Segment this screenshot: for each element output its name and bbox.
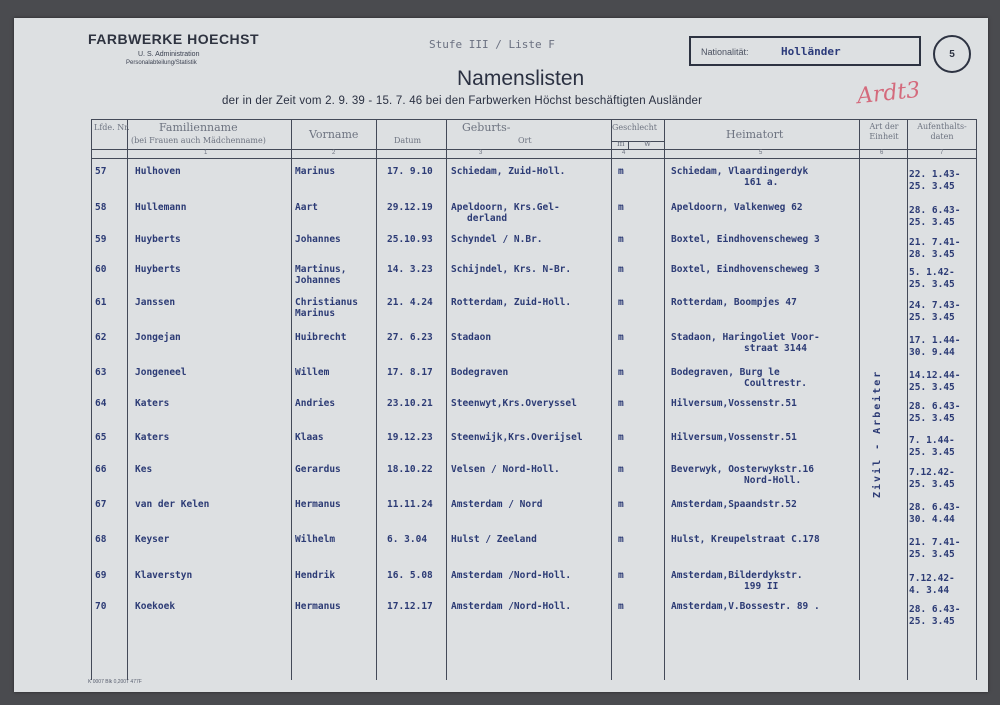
column-number: 2 — [332, 150, 336, 156]
row-stay-from: 7.12.42- — [909, 467, 955, 478]
header-sex: Geschlecht — [612, 123, 658, 132]
row-home-2: Coultrestr. — [744, 378, 807, 389]
column-divider — [376, 119, 377, 680]
header-sex-w: w — [644, 139, 651, 148]
row-stay-to: 30. 9.44 — [909, 347, 955, 358]
row-birth-date: 17. 8.17 — [387, 367, 433, 378]
row-first-name: Marinus — [295, 166, 336, 177]
row-stay-to: 25. 3.45 — [909, 217, 955, 228]
row-birth-place: Rotterdam, Zuid-Holl. — [451, 297, 572, 308]
row-stay-to: 25. 3.45 — [909, 549, 955, 560]
nationality-box — [689, 36, 921, 66]
row-first-name: Martinus, — [295, 264, 347, 275]
header-birth-date: Datum — [394, 136, 422, 145]
row-birth-date: 16. 5.08 — [387, 570, 433, 581]
row-first-name: Aart — [295, 202, 318, 213]
header-birth-place: Ort — [518, 136, 532, 145]
print-code: K 0007 Blk 0,200T 477F — [88, 679, 142, 685]
row-number: 63 — [95, 367, 107, 378]
row-first-name: Andries — [295, 398, 336, 409]
row-sex: m — [618, 570, 624, 581]
row-stay-to: 30. 4.44 — [909, 514, 955, 525]
row-stay-to: 25. 3.45 — [909, 279, 955, 290]
header-nr: Lfde. Nr. — [94, 123, 130, 132]
row-stay-to: 4. 3.44 — [909, 585, 950, 596]
row-sex: m — [618, 398, 624, 409]
row-sex: m — [618, 499, 624, 510]
header-sex-m: m — [617, 139, 625, 148]
row-number: 68 — [95, 534, 107, 545]
row-stay-from: 28. 6.43- — [909, 502, 961, 513]
row-first-name: Gerardus — [295, 464, 341, 475]
row-family-name: Huyberts — [135, 234, 181, 245]
row-home: Stadaon, Haringoliet Voor- — [671, 332, 820, 343]
row-home-2: 161 a. — [744, 177, 779, 188]
sex-divider — [628, 141, 629, 149]
row-home: Bodegraven, Burg le — [671, 367, 780, 378]
row-number: 61 — [95, 297, 107, 308]
row-birth-date: 18.10.22 — [387, 464, 433, 475]
row-sex: m — [618, 367, 624, 378]
row-family-name: Hulhoven — [135, 166, 181, 177]
column-divider — [91, 119, 92, 680]
row-birth-place: Steenwyt,Krs.Overyssel — [451, 398, 577, 409]
row-number: 59 — [95, 234, 107, 245]
row-birth-place: Bodegraven — [451, 367, 509, 378]
row-number: 69 — [95, 570, 107, 581]
row-first-name: Johannes — [295, 234, 341, 245]
row-stay-from: 7.12.42- — [909, 573, 955, 584]
row-sex: m — [618, 166, 624, 177]
row-birth-date: 25.10.93 — [387, 234, 433, 245]
row-birth-place: Amsterdam /Nord-Holl. — [451, 570, 572, 581]
row-home: Amsterdam,Bilderdykstr. — [671, 570, 803, 581]
row-number: 66 — [95, 464, 107, 475]
row-stay-to: 25. 3.45 — [909, 312, 955, 323]
row-stay-from: 28. 6.43- — [909, 205, 961, 216]
row-birth-date: 29.12.19 — [387, 202, 433, 213]
column-divider — [127, 119, 128, 680]
row-home: Boxtel, Eindhovenscheweg 3 — [671, 234, 820, 245]
row-family-name: Huyberts — [135, 264, 181, 275]
row-birth-date: 19.12.23 — [387, 432, 433, 443]
nationality-label: Nationalität: — [701, 47, 749, 57]
row-home: Rotterdam, Boompjes 47 — [671, 297, 797, 308]
row-birth-place: Schiedam, Zuid-Holl. — [451, 166, 566, 177]
row-family-name: Koekoek — [135, 601, 176, 612]
row-family-name: Katers — [135, 432, 170, 443]
row-home: Beverwyk, Oosterwykstr.16 — [671, 464, 814, 475]
row-stay-to: 25. 3.45 — [909, 413, 955, 424]
row-first-name: Hendrik — [295, 570, 336, 581]
row-stay-to: 25. 3.45 — [909, 616, 955, 627]
column-divider — [291, 119, 292, 680]
company-department: Personalabteilung/Statistik — [126, 60, 197, 66]
row-family-name: Kes — [135, 464, 153, 475]
row-home: Hilversum,Vossenstr.51 — [671, 398, 797, 409]
row-birth-place: Schyndel / N.Br. — [451, 234, 543, 245]
page-title: Namenslisten — [457, 67, 585, 90]
row-birth-date: 17. 9.10 — [387, 166, 433, 177]
row-birth-place: Schijndel, Krs. N-Br. — [451, 264, 572, 275]
row-number: 57 — [95, 166, 107, 177]
list-stage: Stufe III / Liste F — [429, 38, 555, 51]
row-stay-from: 28. 6.43- — [909, 401, 961, 412]
nationality-value: Holländer — [781, 45, 841, 58]
row-sex: m — [618, 202, 624, 213]
row-home: Hulst, Kreupelstraat C.178 — [671, 534, 820, 545]
row-birth-place-2: derland — [467, 213, 508, 224]
row-number: 58 — [95, 202, 107, 213]
header-family-note: (bei Frauen auch Mädchenname) — [131, 136, 266, 145]
header-family: Familienname — [159, 121, 238, 134]
row-number: 67 — [95, 499, 107, 510]
row-home: Amsterdam,V.Bossestr. 89 . — [671, 601, 820, 612]
row-home-2: straat 3144 — [744, 343, 807, 354]
row-sex: m — [618, 332, 624, 343]
column-number: 7 — [940, 150, 944, 156]
row-first-name-2: Marinus — [295, 308, 336, 319]
row-home-2: Nord-Holl. — [744, 475, 802, 486]
column-number: 1 — [204, 150, 208, 156]
row-first-name: Hermanus — [295, 601, 341, 612]
column-divider — [446, 119, 447, 680]
row-first-name-2: Johannes — [295, 275, 341, 286]
row-birth-place: Stadaon — [451, 332, 492, 343]
row-birth-date: 21. 4.24 — [387, 297, 433, 308]
header-unit: Art der Einheit — [869, 122, 899, 141]
table-top-rule — [91, 119, 976, 120]
row-first-name: Klaas — [295, 432, 324, 443]
column-divider — [611, 119, 612, 680]
row-home: Schiedam, Vlaardingerdyk — [671, 166, 809, 177]
row-number: 60 — [95, 264, 107, 275]
row-sex: m — [618, 464, 624, 475]
row-stay-from: 21. 7.41- — [909, 537, 961, 548]
row-stay-from: 14.12.44- — [909, 370, 961, 381]
header-first: Vorname — [309, 128, 359, 141]
row-stay-to: 25. 3.45 — [909, 382, 955, 393]
row-stay-from: 22. 1.43- — [909, 169, 961, 180]
row-stay-from: 21. 7.41- — [909, 237, 961, 248]
row-birth-date: 17.12.17 — [387, 601, 433, 612]
row-sex: m — [618, 234, 624, 245]
row-birth-place: Steenwijk,Krs.Overijsel — [451, 432, 583, 443]
row-birth-place: Apeldoorn, Krs.Gel- — [451, 202, 560, 213]
column-number: 6 — [880, 150, 884, 156]
header-stay: Aufenthalts-daten — [917, 122, 967, 141]
row-stay-from: 17. 1.44- — [909, 335, 961, 346]
header-home: Heimatort — [726, 128, 784, 141]
column-divider — [907, 119, 908, 680]
row-home: Amsterdam,Spaandstr.52 — [671, 499, 797, 510]
company-subtitle: U. S. Administration — [138, 51, 200, 58]
row-stay-from: 5. 1.42- — [909, 267, 955, 278]
row-family-name: Hullemann — [135, 202, 187, 213]
row-family-name: van der Kelen — [135, 499, 210, 510]
row-birth-place: Hulst / Zeeland — [451, 534, 537, 545]
page-subtitle: der in der Zeit vom 2. 9. 39 - 15. 7. 46 bei den Farbwerken Höchst beschäftigten Ausländer — [222, 95, 703, 107]
row-family-name: Katers — [135, 398, 170, 409]
row-family-name: Klaverstyn — [135, 570, 193, 581]
page-number: 5 — [933, 35, 971, 73]
row-first-name: Wilhelm — [295, 534, 336, 545]
row-number: 64 — [95, 398, 107, 409]
row-stay-to: 25. 3.45 — [909, 479, 955, 490]
row-number: 70 — [95, 601, 107, 612]
row-birth-date: 23.10.21 — [387, 398, 433, 409]
row-first-name: Hermanus — [295, 499, 341, 510]
column-number: 5 — [759, 150, 763, 156]
row-stay-from: 28. 6.43- — [909, 604, 961, 615]
row-family-name: Janssen — [135, 297, 176, 308]
row-birth-place: Amsterdam /Nord-Holl. — [451, 601, 572, 612]
row-first-name: Huibrecht — [295, 332, 347, 343]
row-stay-to: 25. 3.45 — [909, 181, 955, 192]
column-divider — [859, 119, 860, 680]
handwritten-stamp: Ardt3 — [855, 77, 922, 110]
row-sex: m — [618, 601, 624, 612]
column-number: 4 — [622, 150, 626, 156]
row-number: 62 — [95, 332, 107, 343]
column-divider — [664, 119, 665, 680]
row-birth-place: Amsterdam / Nord — [451, 499, 543, 510]
row-stay-from: 24. 7.43- — [909, 300, 961, 311]
row-number: 65 — [95, 432, 107, 443]
row-sex: m — [618, 534, 624, 545]
row-family-name: Jongejan — [135, 332, 181, 343]
row-home: Hilversum,Vossenstr.51 — [671, 432, 797, 443]
company-name: FARBWERKE HOECHST — [88, 31, 260, 47]
row-first-name: Christianus — [295, 297, 358, 308]
row-birth-place: Velsen / Nord-Holl. — [451, 464, 560, 475]
row-birth-date: 27. 6.23 — [387, 332, 433, 343]
table-number-rule — [91, 158, 976, 159]
row-sex: m — [618, 432, 624, 443]
row-birth-date: 14. 3.23 — [387, 264, 433, 275]
column-divider — [976, 119, 977, 680]
row-stay-to: 25. 3.45 — [909, 447, 955, 458]
row-stay-from: 7. 1.44- — [909, 435, 955, 446]
row-birth-date: 6. 3.04 — [387, 534, 428, 545]
row-sex: m — [618, 297, 624, 308]
row-sex: m — [618, 264, 624, 275]
row-first-name: Willem — [295, 367, 330, 378]
row-birth-date: 11.11.24 — [387, 499, 433, 510]
row-home: Apeldoorn, Valkenweg 62 — [671, 202, 803, 213]
table-header-rule — [91, 149, 976, 150]
row-family-name: Jongeneel — [135, 367, 187, 378]
row-family-name: Keyser — [135, 534, 170, 545]
header-birth: Geburts- — [462, 121, 511, 134]
row-home: Boxtel, Eindhovenscheweg 3 — [671, 264, 820, 275]
row-stay-to: 28. 3.45 — [909, 249, 955, 260]
column-number: 3 — [479, 150, 483, 156]
unit-vertical-text: Zivil - Arbeiter — [872, 369, 883, 498]
document-sheet — [14, 18, 988, 692]
row-home-2: 199 II — [744, 581, 779, 592]
